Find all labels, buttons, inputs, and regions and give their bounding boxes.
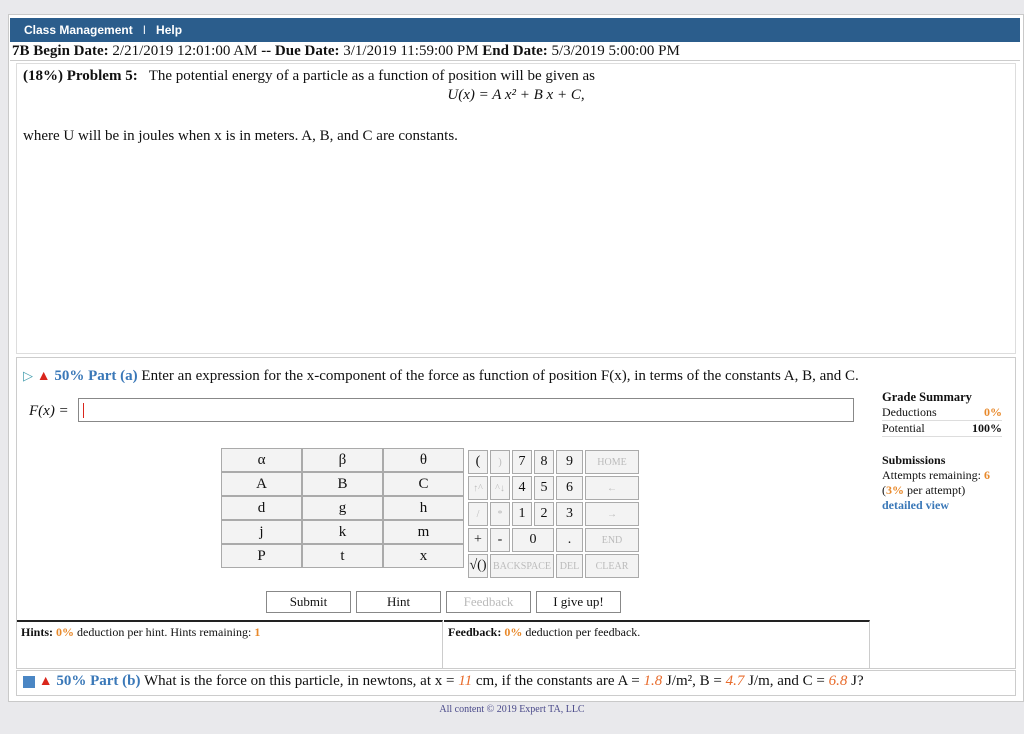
key-close-paren[interactable]: ) <box>490 450 510 474</box>
due-date-label: -- Due Date: <box>261 43 340 59</box>
key-j[interactable]: j <box>221 520 302 544</box>
key-8[interactable]: 8 <box>534 450 554 474</box>
nav-help[interactable]: Help <box>156 23 183 37</box>
hints-bar <box>17 620 443 668</box>
key-multiply[interactable]: * <box>490 502 510 526</box>
key-4[interactable]: 4 <box>512 476 532 500</box>
submit-button[interactable]: Submit <box>266 591 351 613</box>
key-B[interactable]: B <box>302 472 383 496</box>
key-d[interactable]: d <box>221 496 302 520</box>
key-k[interactable]: k <box>302 520 383 544</box>
key-home[interactable]: HOME <box>585 450 639 474</box>
problem-label: (18%) Problem 5: <box>23 68 138 84</box>
key-9[interactable]: 9 <box>556 450 583 474</box>
key-1[interactable]: 1 <box>512 502 532 526</box>
key-end[interactable]: END <box>585 528 639 552</box>
hints-pct: 0% <box>56 625 75 639</box>
given-C: 6.8 <box>828 673 848 689</box>
key-superscript[interactable]: ↑^ <box>468 476 488 500</box>
part-b-text-3: J/m², B = <box>665 673 722 689</box>
given-B: 4.7 <box>725 673 745 689</box>
paren-open: ( <box>882 483 886 497</box>
problem-statement <box>16 63 1016 354</box>
part-a-label: 50% Part (a) <box>54 368 138 384</box>
text-caret <box>83 403 84 418</box>
key-divide[interactable]: / <box>468 502 488 526</box>
top-nav <box>10 18 1020 42</box>
key-6[interactable]: 6 <box>556 476 583 500</box>
given-x: 11 <box>458 673 473 689</box>
given-A: 1.8 <box>643 673 663 689</box>
part-b-text-5: J? <box>851 673 864 689</box>
feedback-bar <box>444 620 870 668</box>
answer-label: F(x) = <box>29 403 69 419</box>
per-attempt-pct: 3% <box>886 483 904 497</box>
expand-triangle-icon[interactable]: ▷ <box>23 368 33 383</box>
key-t[interactable]: t <box>302 544 383 568</box>
assignment-dates <box>10 42 1020 61</box>
key-7[interactable]: 7 <box>512 450 532 474</box>
begin-date-label: 7B Begin Date: <box>12 43 109 59</box>
part-b-header[interactable] <box>16 670 1016 696</box>
warning-icon: ▲ <box>36 369 51 384</box>
potential-label: Potential <box>882 421 925 435</box>
key-beta[interactable]: β <box>302 448 383 472</box>
part-b-text-4: J/m, and C = <box>748 673 825 689</box>
key-5[interactable]: 5 <box>534 476 554 500</box>
part-b-text-2: cm, if the constants are A = <box>475 673 640 689</box>
warning-icon: ▲ <box>38 674 53 689</box>
symbol-keypad <box>221 448 464 568</box>
part-a-question: Enter an expression for the x-component of the force as function of position F(x), in terms of the constants A, B, and C. <box>141 368 859 384</box>
deductions-label: Deductions <box>882 405 937 419</box>
submissions-title: Submissions <box>882 453 946 467</box>
key-sqrt[interactable]: √() <box>468 554 488 578</box>
nav-separator: I <box>142 23 147 37</box>
key-theta[interactable]: θ <box>383 448 464 472</box>
key-h[interactable]: h <box>383 496 464 520</box>
grade-summary-title: Grade Summary <box>882 390 972 404</box>
end-date: 5/3/2019 5:00:00 PM <box>551 43 680 59</box>
collapse-icon[interactable] <box>23 676 35 688</box>
feedback-label: Feedback: <box>448 625 502 639</box>
key-0[interactable]: 0 <box>512 528 554 552</box>
key-A[interactable]: A <box>221 472 302 496</box>
attempts-label: Attempts remaining: <box>882 468 981 482</box>
key-left-arrow[interactable]: ← <box>585 476 639 500</box>
grade-summary <box>882 390 1002 437</box>
part-a-header <box>23 368 859 385</box>
feedback-text: deduction per feedback. <box>525 625 641 639</box>
key-2[interactable]: 2 <box>534 502 554 526</box>
footer-copyright: All content © 2019 Expert TA, LLC <box>439 704 585 715</box>
key-subscript[interactable]: ^↓ <box>490 476 510 500</box>
problem-text: The potential energy of a particle as a function of position will be given as <box>148 68 595 84</box>
part-b-label: 50% Part (b) <box>56 673 141 689</box>
detailed-view-link[interactable]: detailed view <box>882 498 949 512</box>
feedback-button[interactable]: Feedback <box>446 591 531 613</box>
key-P[interactable]: P <box>221 544 302 568</box>
hints-label: Hints: <box>21 625 54 639</box>
attempts-value: 6 <box>983 468 990 482</box>
key-3[interactable]: 3 <box>556 502 583 526</box>
begin-date: 2/21/2019 12:01:00 AM <box>112 43 258 59</box>
nav-class-management[interactable]: Class Management <box>24 23 133 37</box>
hints-remaining: 1 <box>254 625 261 639</box>
key-clear[interactable]: CLEAR <box>585 554 639 578</box>
key-backspace[interactable]: BACKSPACE <box>490 554 554 578</box>
part-a-panel <box>16 357 1016 669</box>
give-up-button[interactable]: I give up! <box>536 591 621 613</box>
key-C[interactable]: C <box>383 472 464 496</box>
potential-value: 100% <box>972 421 1002 435</box>
answer-input[interactable] <box>78 398 854 422</box>
key-alpha[interactable]: α <box>221 448 302 472</box>
per-attempt-text: per attempt) <box>907 483 966 497</box>
number-keypad <box>466 448 641 580</box>
due-date: 3/1/2019 11:59:00 PM <box>343 43 479 59</box>
part-b-text-1: What is the force on this particle, in newtons, at x = <box>144 673 455 689</box>
hint-button[interactable]: Hint <box>356 591 441 613</box>
key-plus[interactable]: + <box>468 528 488 552</box>
problem-where: where U will be in joules when x is in meters. A, B, and C are constants. <box>23 128 458 144</box>
key-minus[interactable]: - <box>490 528 510 552</box>
submissions-box <box>882 453 1002 513</box>
key-x[interactable]: x <box>383 544 464 568</box>
problem-formula: U(x) = A x² + B x + C, <box>447 87 585 103</box>
key-right-arrow[interactable]: → <box>585 502 639 526</box>
feedback-pct: 0% <box>504 625 523 639</box>
hints-text: deduction per hint. Hints remaining: <box>77 625 252 639</box>
key-dot[interactable]: . <box>556 528 583 552</box>
key-g[interactable]: g <box>302 496 383 520</box>
end-date-label: End Date: <box>482 43 548 59</box>
key-open-paren[interactable]: ( <box>468 450 488 474</box>
key-m[interactable]: m <box>383 520 464 544</box>
deductions-value: 0% <box>984 405 1002 419</box>
key-del[interactable]: DEL <box>556 554 583 578</box>
